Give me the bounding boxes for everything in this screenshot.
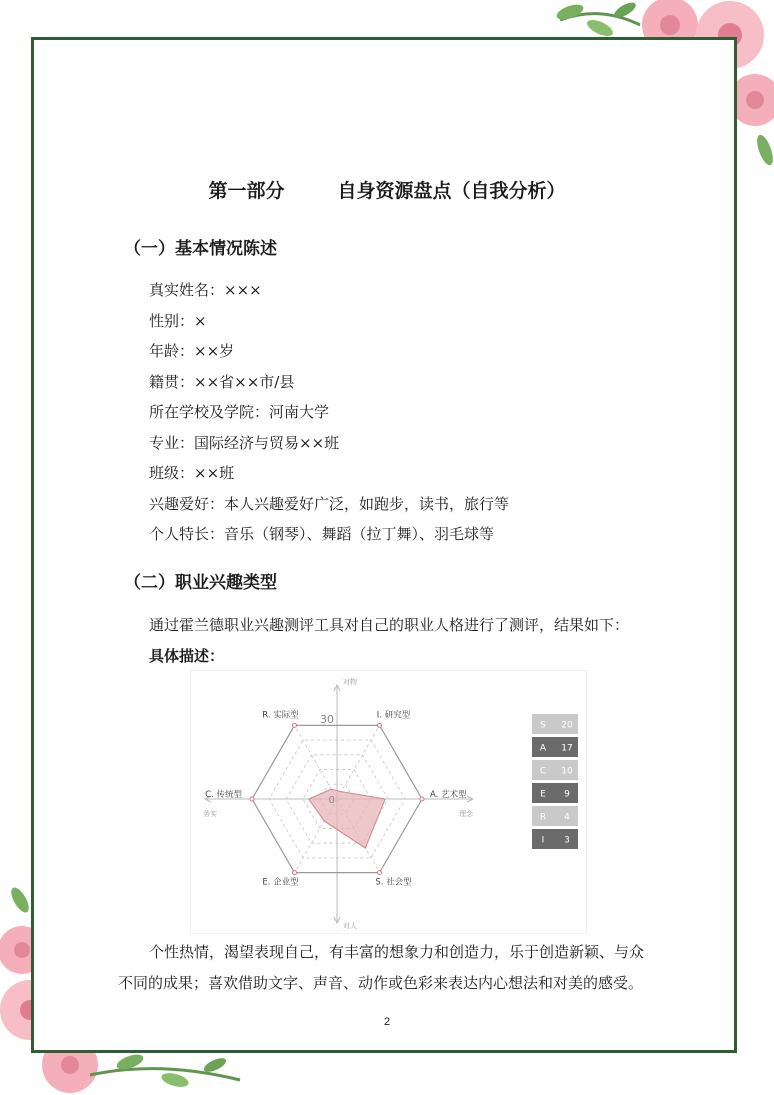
vertex-marker — [293, 871, 297, 875]
axis-label: S. 社会型 — [375, 877, 412, 888]
vertex-marker — [378, 723, 382, 727]
axis-label: R. 实际型 — [262, 710, 299, 721]
tick-label-0: 0 — [328, 795, 335, 806]
legend-value: 10 — [561, 766, 573, 777]
legend-value: 3 — [564, 835, 570, 846]
description-label: 具体描述： — [149, 647, 225, 665]
radar-chart-svg — [191, 671, 586, 933]
page-number: 2 — [383, 1016, 391, 1028]
vertex-marker — [378, 871, 382, 875]
direction-label-bottom: 对人 — [343, 922, 357, 930]
axis-label: A. 艺术型 — [430, 790, 467, 800]
legend-letter: A — [539, 743, 547, 754]
info-line: 籍贯：××省××市/县 — [149, 372, 295, 391]
legend-value: 4 — [564, 812, 570, 823]
section1-heading: （一）基本情况陈述 — [124, 239, 277, 259]
section2-heading: （二）职业兴趣类型 — [124, 573, 277, 593]
legend-value: 9 — [564, 789, 570, 800]
description-paragraph-line1: 个性热情，渴望表现自己，有丰富的想象力和创造力，乐于创造新颖、与众 — [149, 943, 645, 961]
direction-label-left: 务实 — [203, 810, 217, 818]
info-line: 专业：国际经济与贸易××班 — [149, 433, 340, 452]
legend-letter: E — [540, 789, 546, 800]
info-line: 性别：× — [149, 311, 207, 330]
vertex-marker — [293, 723, 297, 727]
legend-letter: S — [540, 720, 546, 731]
direction-label-top: 对物 — [343, 678, 357, 686]
info-line: 年龄：××岁 — [149, 342, 235, 360]
radar-spoke — [295, 725, 338, 799]
axis-label: C. 传统型 — [205, 790, 242, 800]
direction-label-right: 理念 — [459, 810, 473, 818]
axis-label: I. 研究型 — [376, 710, 411, 721]
legend-letter: I — [541, 835, 545, 846]
legend-value: 17 — [561, 743, 573, 754]
description-paragraph-line2: 不同的成果；喜欢借助文字、声音、动作或色彩来表达内心想法和对美的感受。 — [118, 974, 644, 992]
interest-score-polygon — [309, 789, 386, 848]
vertex-marker — [250, 797, 254, 801]
legend-letter: R — [539, 812, 547, 823]
info-line: 班级：××班 — [149, 464, 235, 482]
page-title: 第一部分 自身资源盘点（自我分析） — [208, 180, 566, 202]
legend-value: 20 — [561, 720, 573, 731]
vertex-marker — [420, 797, 424, 801]
info-line: 个人特长：音乐（钢琴）、舞蹈（拉丁舞）、羽毛球等 — [149, 525, 495, 543]
info-line: 兴趣爱好：本人兴趣爱好广泛，如跑步，读书，旅行等 — [149, 494, 510, 513]
info-line: 所在学校及学院：河南大学 — [149, 403, 330, 421]
radar-spoke — [337, 725, 380, 799]
axis-label: E. 企业型 — [262, 877, 299, 888]
legend-swatch — [532, 783, 578, 803]
holland-radar-chart — [191, 671, 586, 933]
info-line: 真实姓名：××× — [149, 281, 262, 299]
legend-swatch — [532, 829, 578, 849]
assessment-intro: 通过霍兰德职业兴趣测评工具对自己的职业人格进行了测评，结果如下： — [149, 616, 630, 634]
legend-letter: C — [539, 766, 547, 777]
tick-label-30: 30 — [320, 713, 334, 726]
